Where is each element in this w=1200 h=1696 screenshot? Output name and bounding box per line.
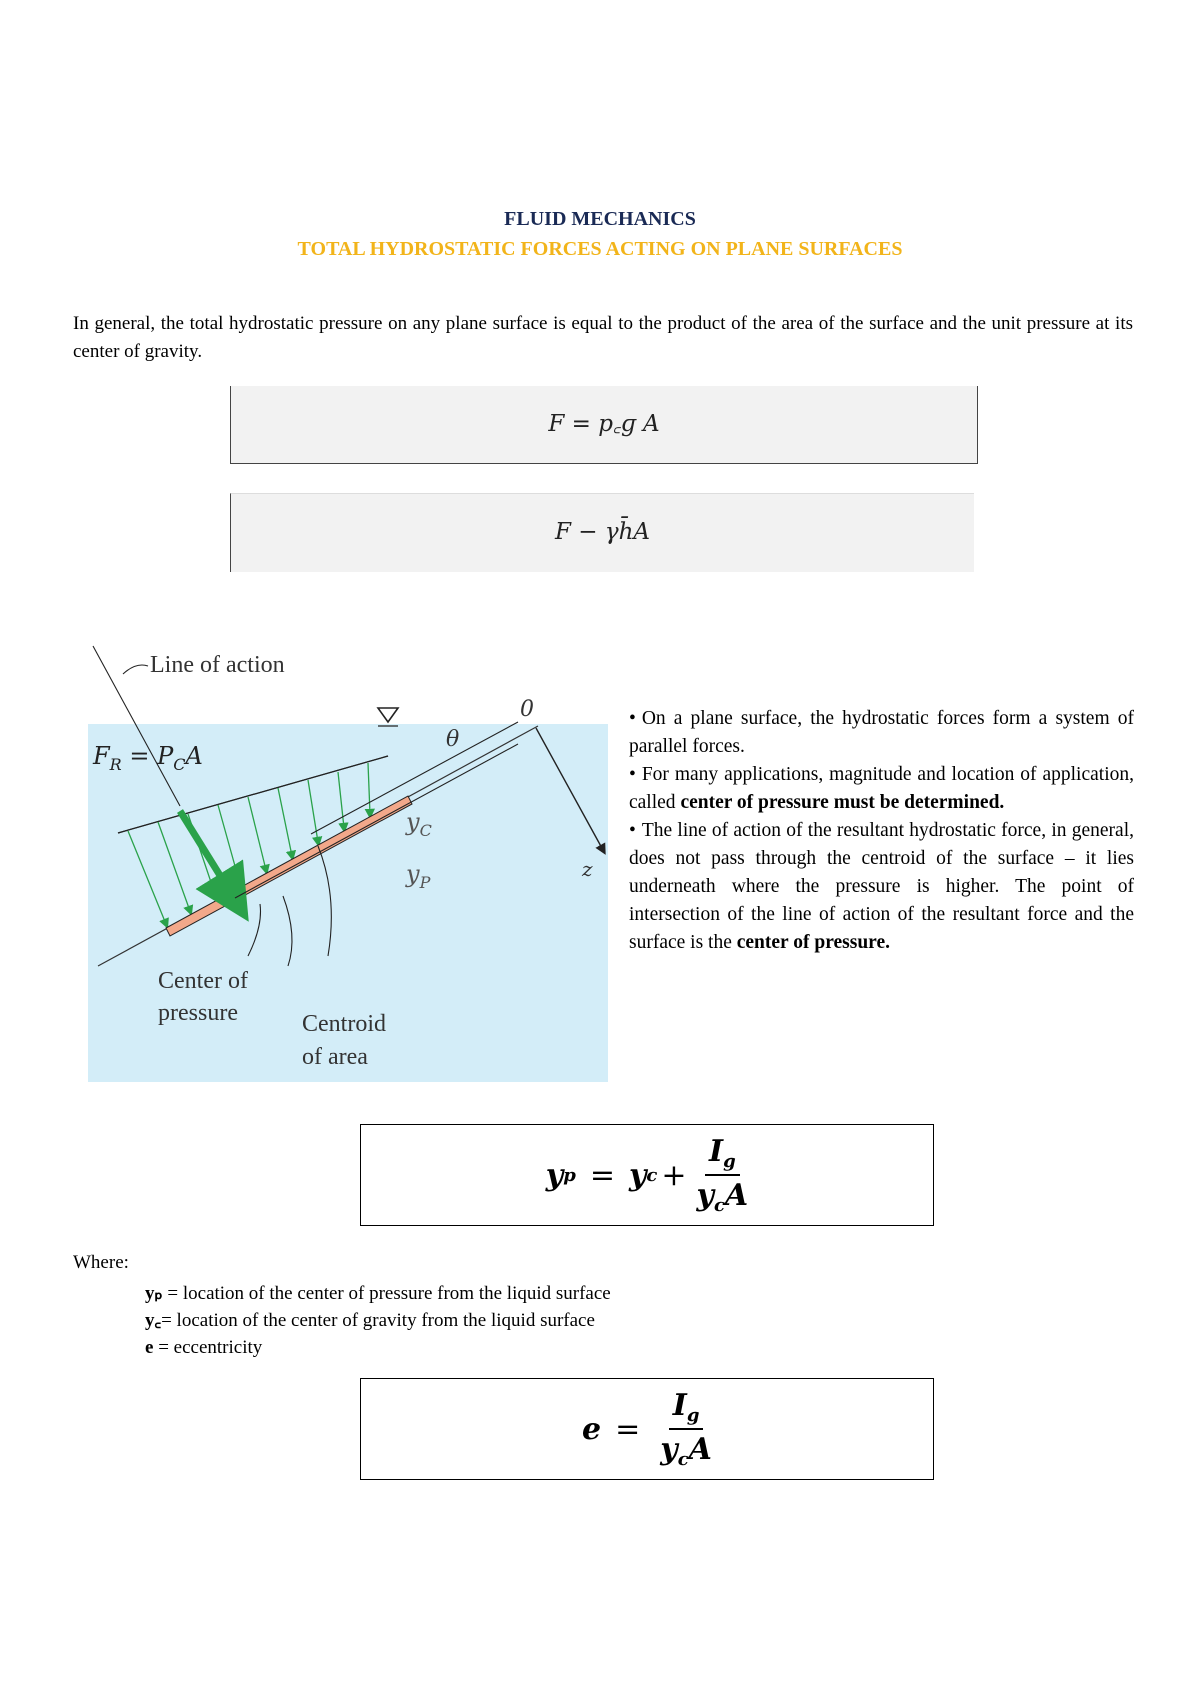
theta-label: θ [446, 727, 460, 752]
center-label-2: pressure [158, 1000, 238, 1026]
hydrostatic-force-diagram [88, 636, 608, 1082]
equation-1: F = p꜀ɡ A [548, 411, 660, 437]
equation-box-2 [230, 493, 974, 572]
equation-2: F − γh̄A [554, 519, 651, 545]
z-label: z [582, 857, 593, 881]
eccentricity-formula: e = $\frac{I_g}{y_cA}$ [360, 1378, 934, 1480]
bullet-2: • For many applications, magnitude and location of application, called center of pressure must be determined. [629, 764, 1134, 813]
center-label-1: Center of [158, 968, 248, 994]
center-of-pressure-formula: y p = y c + $\frac{I_g}{y_cA}$ [360, 1124, 934, 1226]
centroid-label-2: of area [302, 1044, 368, 1070]
bullet-3: • The line of action of the resultant hydrostatic force, in general, does not pass through the centroid of the surface – it lies underneath where the pressure is higher. The point of intersection of the line of action of the resultant force and the surface is the center of pressure. [629, 820, 1134, 953]
definition-e: e = eccentricity [145, 1337, 263, 1358]
topic-title: TOTAL HYDROSTATIC FORCES ACTING ON PLANE SURFACES [297, 238, 903, 260]
yp-label: $y_P$ [406, 860, 431, 892]
intro-paragraph: In general, the total hydrostatic pressure on any plane surface is equal to the product of the area of the surface and the unit pressure at its center of gravity. [73, 313, 1133, 362]
bullet-1: • On a plane surface, the hydrostatic forces form a system of parallel forces. [629, 708, 1134, 757]
force-label: $F_R = P_CA$ [93, 742, 203, 774]
subject-title: FLUID MECHANICS [504, 208, 696, 230]
definitions-list [145, 1280, 611, 1361]
origin-label: 0 [520, 697, 534, 722]
bullet-list [629, 705, 1134, 957]
yc-label: $y_C$ [406, 808, 432, 840]
free-surface-symbol [378, 708, 398, 722]
where-label: Where: [73, 1252, 129, 1273]
definition-yp: yₚ = location of the center of pressure from the liquid surface [145, 1283, 611, 1304]
line-of-action-label: Line of action [150, 652, 285, 678]
equation-box-1 [230, 386, 978, 464]
definition-yc: y꜀= location of the center of gravity from the liquid surface [145, 1310, 595, 1331]
centroid-label-1: Centroid [302, 1011, 386, 1037]
